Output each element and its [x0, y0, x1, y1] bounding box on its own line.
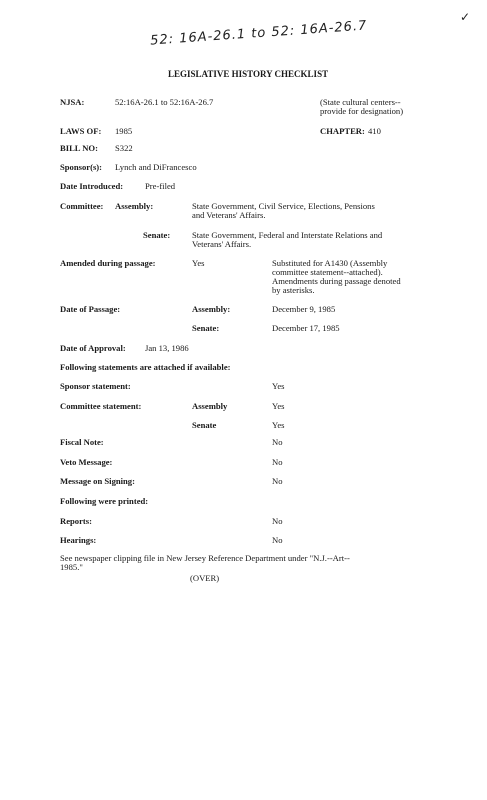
reports-label: Reports: [60, 516, 92, 526]
committee-senate-label: Senate: [143, 230, 171, 240]
amended-note-line2: committee statement--attached). [272, 267, 383, 277]
chapter-label: CHAPTER: [320, 126, 365, 136]
footer-over: (OVER) [190, 573, 220, 583]
committee-assembly-line2: and Veterans' Affairs. [192, 210, 266, 220]
chapter-value: 410 [368, 126, 381, 136]
committee-statement-assembly-value: Yes [272, 401, 285, 411]
committee-senate-line2: Veterans' Affairs. [192, 239, 252, 249]
committee-statement-senate-value: Yes [272, 420, 285, 430]
committee-statement-senate-label: Senate [192, 420, 217, 430]
date-introduced-value: Pre-filed [145, 181, 176, 191]
amended-value: Yes [192, 258, 205, 268]
date-introduced-label: Date Introduced: [60, 181, 124, 191]
handwritten-tick-mark: ✓ [460, 10, 472, 24]
amended-note-line3: Amendments during passage denoted [272, 276, 401, 286]
approval-label: Date of Approval: [60, 343, 126, 353]
sponsor-statement-value: Yes [272, 381, 285, 391]
sponsor-statement-label: Sponsor statement: [60, 381, 131, 391]
committee-senate-line1: State Government, Federal and Interstate Relations and [192, 230, 383, 240]
committee-assembly-line1: State Government, Civil Service, Elections, Pensions [192, 201, 375, 211]
sponsors-label: Sponsor(s): [60, 162, 103, 172]
bill-no-value: S322 [115, 143, 133, 153]
hearings-value: No [272, 535, 283, 545]
veto-message-value: No [272, 457, 283, 467]
amended-note-line4: by asterisks. [272, 285, 315, 295]
laws-of-value: 1985 [115, 126, 133, 136]
sponsors-value: Lynch and DiFrancesco [115, 162, 197, 172]
amended-label: Amended during passage: [60, 258, 156, 268]
passage-assembly-label: Assembly: [192, 304, 231, 314]
njsa-label: NJSA: [60, 97, 85, 107]
reports-value: No [272, 516, 283, 526]
committee-label: Committee: [60, 201, 104, 211]
passage-senate-label: Senate: [192, 323, 220, 333]
message-on-signing-label: Message on Signing: [60, 476, 135, 486]
hearings-label: Hearings: [60, 535, 97, 545]
printed-header: Following were printed: [60, 496, 149, 506]
amended-note-line1: Substituted for A1430 (Assembly [272, 258, 388, 268]
njsa-note-line1: (State cultural centers-- [320, 97, 401, 107]
committee-statement-label: Committee statement: [60, 401, 142, 411]
veto-message-label: Veto Message: [60, 457, 113, 467]
laws-of-label: LAWS OF: [60, 126, 102, 136]
passage-assembly-value: December 9, 1985 [272, 304, 336, 314]
fiscal-note-value: No [272, 437, 283, 447]
footer-line2: 1985." [60, 562, 83, 572]
passage-label: Date of Passage: [60, 304, 121, 314]
committee-statement-assembly-label: Assembly [192, 401, 228, 411]
committee-assembly-label: Assembly: [115, 201, 154, 211]
page-title: LEGISLATIVE HISTORY CHECKLIST [168, 69, 329, 79]
njsa-value: 52:16A-26.1 to 52:16A-26.7 [115, 97, 214, 107]
passage-senate-value: December 17, 1985 [272, 323, 340, 333]
njsa-note-line2: provide for designation) [320, 106, 404, 116]
fiscal-note-label: Fiscal Note: [60, 437, 104, 447]
message-on-signing-value: No [272, 476, 283, 486]
footer-line1: See newspaper clipping file in New Jersey Reference Department under "N.J.--Art-- [60, 553, 350, 563]
statements-header: Following statements are attached if available: [60, 362, 231, 372]
handwritten-citation: 52: 16A-26.1 to 52: 16A-26.7 [149, 18, 368, 49]
bill-no-label: BILL NO: [60, 143, 98, 153]
approval-value: Jan 13, 1986 [145, 343, 189, 353]
